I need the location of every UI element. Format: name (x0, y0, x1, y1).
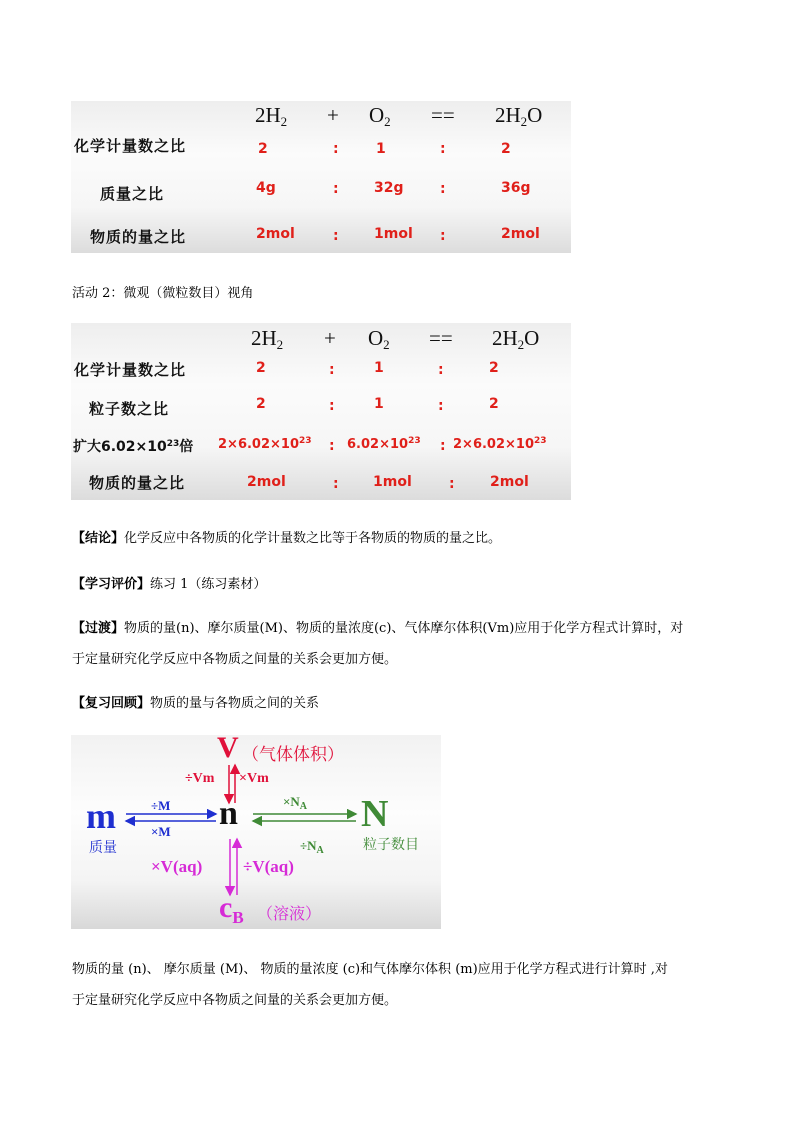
label-mass: 质量 (89, 840, 117, 856)
value: 1 (376, 141, 386, 157)
value: 2 (256, 360, 266, 376)
value: 1 (374, 396, 384, 412)
value: 2mol (501, 226, 540, 242)
label-gas-volume: （气体体积） (242, 745, 344, 764)
stoichiometry-table-2 (71, 323, 571, 500)
final-paragraph: 物质的量 (n)、 摩尔质量 (M)、 物质的量浓度 (c)和气体摩尔体积 (m)应用于化学方程式进行计算时 ,对 (72, 962, 668, 977)
value: 1 (374, 360, 384, 376)
equals-sign: == (431, 103, 455, 127)
label-div-vaq: ÷V(aq) (243, 857, 294, 876)
evaluation-paragraph: 【学习评价】练习 1（练习素材） (72, 577, 267, 592)
stoichiometry-table-1 (71, 101, 571, 253)
formula-o2: $O_2$ (369, 103, 391, 129)
value: 2mol (490, 474, 529, 490)
symbol-m: m (86, 796, 116, 836)
symbol-V: V (217, 731, 239, 764)
colon: : (333, 181, 339, 197)
colon: : (440, 181, 446, 197)
row-label: 物质的量之比 (90, 228, 187, 246)
value: $2\times 6.02\times 10^{23}$ (453, 436, 547, 452)
transition-paragraph: 【过渡】物质的量(n)、摩尔质量(M)、物质的量浓度(c)、气体摩尔体积(Vm)应用于化学方程式计算时，对 (72, 621, 684, 636)
label-mul-NA: $\times N_A$ (283, 794, 308, 812)
colon: : (440, 228, 446, 244)
value: 2 (258, 141, 268, 157)
colon: : (329, 438, 335, 454)
value: 2mol (247, 474, 286, 490)
row-label: 质量之比 (100, 185, 165, 203)
value: 4g (256, 180, 276, 196)
value: 2 (256, 396, 266, 412)
value: 32g (374, 180, 404, 196)
formula-h2o: $2H_2O$ (492, 326, 540, 352)
formula-o2: $O_2$ (368, 326, 390, 352)
value: 1mol (373, 474, 412, 490)
equals-sign: == (429, 326, 453, 350)
label-div-NA: $\div N_A$ (300, 838, 324, 856)
formula-h2o: $2H_2O$ (495, 103, 543, 129)
colon: : (438, 362, 444, 378)
value: 2 (501, 141, 511, 157)
conclusion-paragraph: 【结论】化学反应中各物质的化学计量数之比等于各物质的物质的量之比。 (72, 531, 502, 546)
review-paragraph: 【复习回顾】物质的量与各物质之间的关系 (72, 696, 320, 711)
row-label: 化学计量数之比 (74, 137, 187, 155)
formula-h2: $2H_2$ (251, 326, 284, 352)
colon: : (333, 228, 339, 244)
label-mul-vm: ×Vm (239, 771, 269, 786)
value: 36g (501, 180, 531, 196)
value: $2\times 6.02\times 10^{23}$ (218, 436, 312, 452)
value: 2 (489, 360, 499, 376)
activity-2-heading: 活动 2：微观（微粒数目）视角 (72, 286, 254, 301)
row-label: 物质的量之比 (89, 474, 186, 492)
row-label: 化学计量数之比 (74, 361, 187, 379)
colon: : (449, 476, 455, 492)
symbol-cB: $c_B$ (219, 891, 244, 927)
mole-relation-diagram (71, 731, 441, 929)
colon: : (440, 141, 446, 157)
value: 1mol (374, 226, 413, 242)
label-solution: （溶液） (257, 906, 322, 923)
value: 2mol (256, 226, 295, 242)
symbol-n: n (219, 795, 238, 832)
row-label: 扩大$6.02\times 10^{23}$倍 (73, 439, 194, 455)
label-particle-number: 粒子数目 (363, 837, 419, 853)
final-paragraph-cont: 于定量研究化学反应中各物质之间量的关系会更加方便。 (72, 993, 398, 1008)
colon: : (333, 141, 339, 157)
row-label: 粒子数之比 (89, 400, 170, 418)
label-mul-M: ×M (151, 824, 171, 839)
label-div-vm: ÷Vm (185, 771, 215, 786)
value: $6.02\times 10^{23}$ (347, 436, 421, 452)
plus-sign: + (327, 103, 339, 127)
label-mul-vaq: ×V(aq) (151, 857, 203, 876)
colon: : (440, 438, 446, 454)
label-div-M: ÷M (151, 798, 171, 813)
colon: : (333, 476, 339, 492)
transition-paragraph-cont: 于定量研究化学反应中各物质之间量的关系会更加方便。 (72, 652, 398, 667)
colon: : (329, 398, 335, 414)
colon: : (329, 362, 335, 378)
formula-h2: $2H_2$ (255, 103, 288, 129)
value: 2 (489, 396, 499, 412)
symbol-N: N (361, 793, 389, 835)
plus-sign: + (324, 326, 336, 350)
colon: : (438, 398, 444, 414)
